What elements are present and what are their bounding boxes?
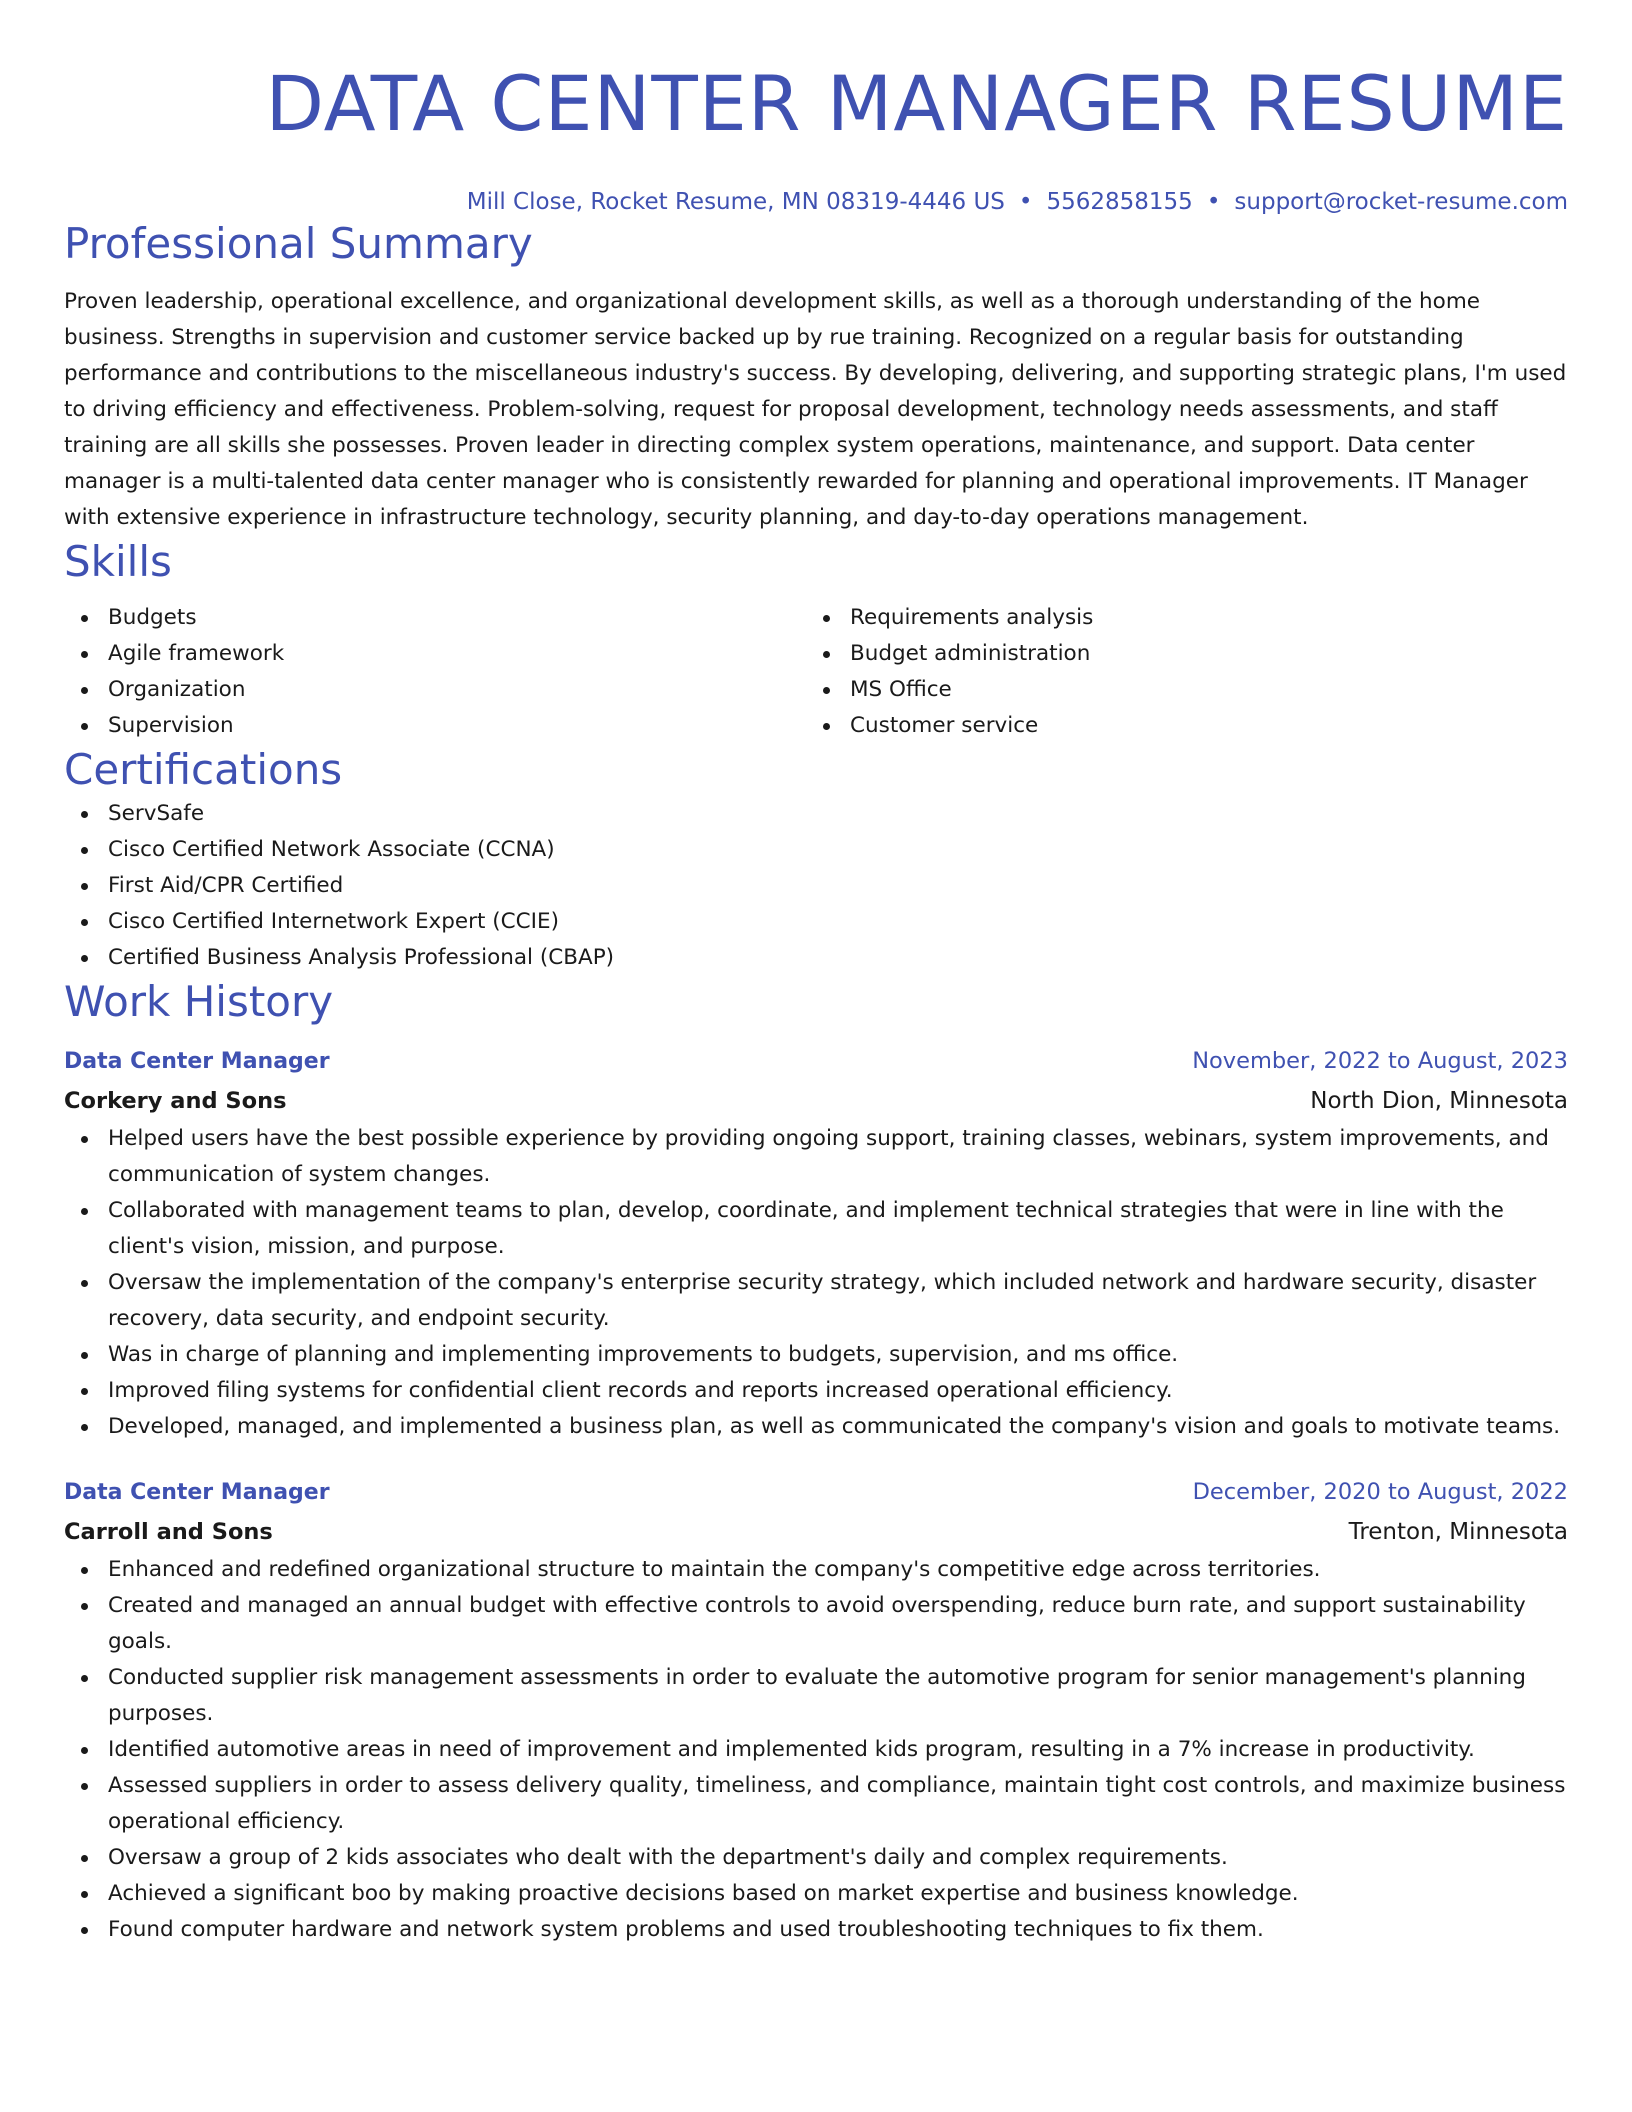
contact-email: support@rocket-resume.com bbox=[1234, 189, 1568, 215]
job-bullet: Was in charge of planning and implementing improvements to budgets, supervision, and ms office. bbox=[108, 1337, 1568, 1373]
skills-grid bbox=[64, 600, 1568, 744]
job-bullet: Enhanced and redefined organizational structure to maintain the company's competitive edge across territories. bbox=[108, 1552, 1568, 1588]
contact-phone: 5562858155 bbox=[1046, 189, 1193, 215]
skills-list-right bbox=[806, 600, 1548, 744]
job-entry bbox=[64, 1473, 1568, 1948]
job-bullet: Collaborated with management teams to plan, develop, coordinate, and implement technical strategies that were in line with the client's vision, mission, and purpose. bbox=[108, 1193, 1568, 1265]
job-dates: December, 2020 to August, 2022 bbox=[1192, 1479, 1568, 1505]
certifications-heading: Certifications bbox=[64, 745, 343, 794]
job-bullet: Developed, managed, and implemented a business plan, as well as communicated the company's vision and goals to motivate teams. bbox=[108, 1409, 1568, 1445]
job-bullet: Conducted supplier risk management assessments in order to evaluate the automotive program for senior management's planning purposes. bbox=[108, 1660, 1568, 1732]
skill-item: Agile framework bbox=[108, 636, 806, 672]
job-bullet: Oversaw the implementation of the company's enterprise security strategy, which included network and hardware security, disaster recovery, data security, and endpoint security. bbox=[108, 1265, 1568, 1337]
certification-item: Cisco Certified Network Associate (CCNA) bbox=[108, 832, 1568, 868]
job-title: Data Center Manager bbox=[64, 1049, 330, 1074]
skills-column-right bbox=[806, 600, 1548, 744]
job-bullets bbox=[64, 1552, 1568, 1948]
job-dates: November, 2022 to August, 2023 bbox=[1192, 1048, 1568, 1074]
skill-item: Requirements analysis bbox=[850, 600, 1548, 636]
contact-line bbox=[64, 186, 1568, 218]
contact-separator: • bbox=[1018, 189, 1033, 215]
job-bullet: Created and managed an annual budget with effective controls to avoid overspending, reduce burn rate, and support sustainability goals. bbox=[108, 1588, 1568, 1660]
job-company-row bbox=[64, 1512, 1568, 1552]
job-bullet: Found computer hardware and network system problems and used troubleshooting techniques to fix them. bbox=[108, 1912, 1568, 1948]
certification-item: First Aid/CPR Certified bbox=[108, 868, 1568, 904]
job-bullets bbox=[64, 1121, 1568, 1445]
job-location: North Dion, Minnesota bbox=[1310, 1088, 1568, 1114]
skill-item: Customer service bbox=[850, 708, 1548, 744]
job-company: Corkery and Sons bbox=[64, 1088, 287, 1114]
skill-item: Budget administration bbox=[850, 636, 1548, 672]
job-bullet: Identified automotive areas in need of improvement and implemented kids program, resulting in a 7% increase in productivity. bbox=[108, 1732, 1568, 1768]
certifications-list bbox=[64, 796, 1568, 976]
job-entry bbox=[64, 1042, 1568, 1445]
summary-heading: Professional Summary bbox=[64, 219, 533, 268]
job-bullet: Improved filing systems for confidential client records and reports increased operational efficiency. bbox=[108, 1373, 1568, 1409]
job-bullet: Achieved a significant boo by making proactive decisions based on market expertise and business knowledge. bbox=[108, 1876, 1568, 1912]
job-location: Trenton, Minnesota bbox=[1348, 1519, 1568, 1545]
job-bullet: Assessed suppliers in order to assess delivery quality, timeliness, and compliance, maintain tight cost controls, and maximize business operational efficiency. bbox=[108, 1768, 1568, 1840]
job-title-row bbox=[64, 1473, 1568, 1512]
resume-title: DATA CENTER MANAGER RESUME bbox=[265, 59, 1568, 148]
job-title: Data Center Manager bbox=[64, 1480, 330, 1505]
job-bullet: Oversaw a group of 2 kids associates who dealt with the department's daily and complex requirements. bbox=[108, 1840, 1568, 1876]
work-history-heading: Work History bbox=[64, 977, 334, 1026]
skills-column-left bbox=[64, 600, 806, 744]
certification-item: Certified Business Analysis Professional (CBAP) bbox=[108, 940, 1568, 976]
certification-item: Cisco Certified Internetwork Expert (CCIE) bbox=[108, 904, 1568, 940]
skill-item: Organization bbox=[108, 672, 806, 708]
certification-item: ServSafe bbox=[108, 796, 1568, 832]
skill-item: MS Office bbox=[850, 672, 1548, 708]
skills-list-left bbox=[64, 600, 806, 744]
skills-heading: Skills bbox=[64, 537, 172, 586]
job-company: Carroll and Sons bbox=[64, 1519, 273, 1545]
contact-address: Mill Close, Rocket Resume, MN 08319-4446 US bbox=[466, 189, 1005, 215]
job-company-row bbox=[64, 1081, 1568, 1121]
skill-item: Supervision bbox=[108, 708, 806, 744]
contact-separator: • bbox=[1206, 189, 1221, 215]
skill-item: Budgets bbox=[108, 600, 806, 636]
summary-text: Proven leadership, operational excellence, and organizational development skills, as well as a thorough understanding of the home business. Strengths in supervision and customer service backed up by rue training. Recognized on a regular basis for outstanding performance and contributions to the miscellaneous industry's success. By developing, delivering, and supporting strategic plans, I'm used to driving efficiency and effectiveness. Problem-solving, request for proposal development, technology needs assessments, and staff training are all skills she possesses. Proven leader in directing complex system operations, maintenance, and support. Data center manager is a multi-talented data center manager who is consistently rewarded for planning and operational improvements. IT Manager with extensive experience in infrastructure technology, security planning, and day-to-day operations management. bbox=[64, 289, 1567, 530]
job-title-row bbox=[64, 1042, 1568, 1081]
job-bullet: Helped users have the best possible experience by providing ongoing support, training classes, webinars, system improvements, and communication of system changes. bbox=[108, 1121, 1568, 1193]
